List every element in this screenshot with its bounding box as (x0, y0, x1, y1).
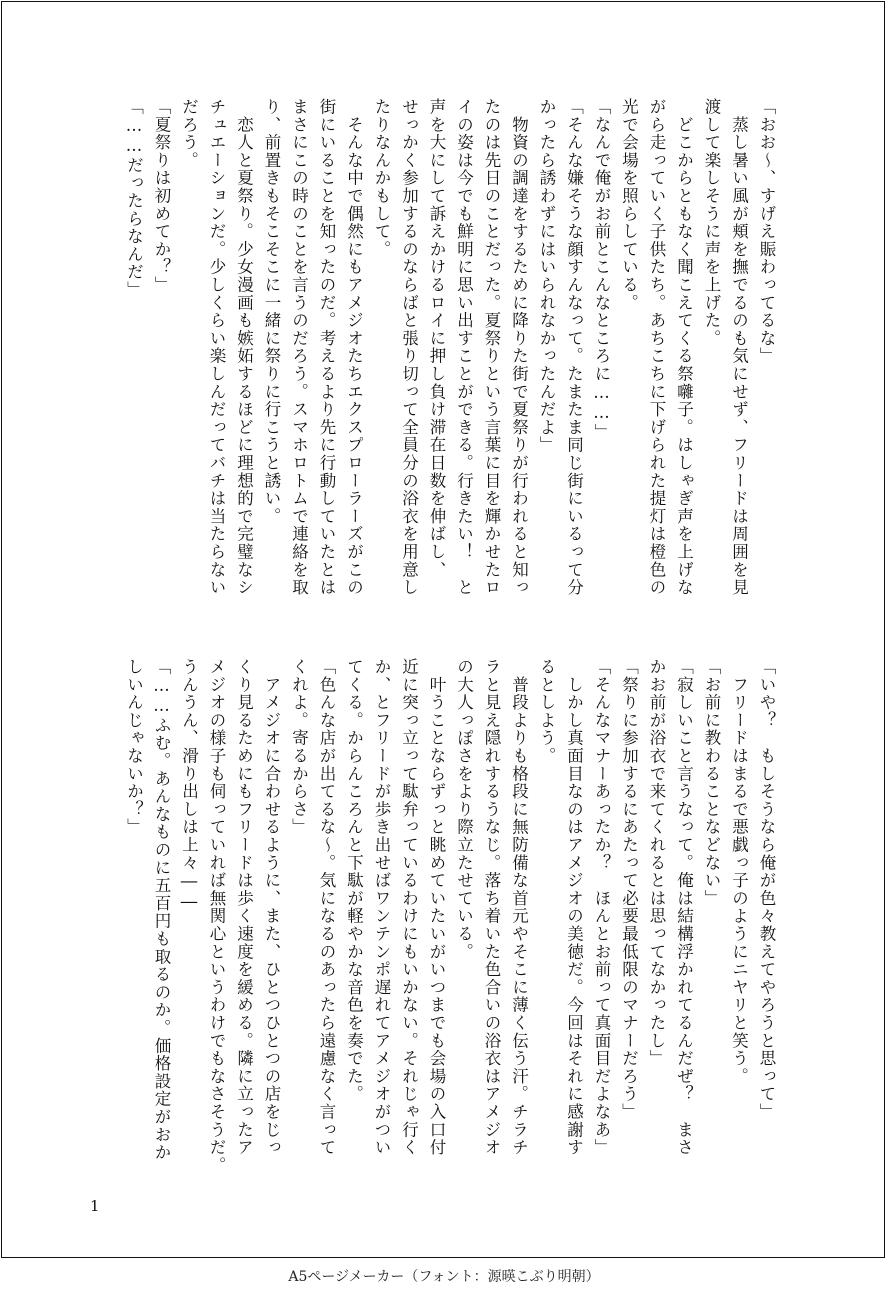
text-block-top (120, 98, 780, 618)
text-line: 「色んな店が出てるな〜。気になるのあったら遠慮なく言って (317, 658, 336, 1157)
page-number: 1 (90, 1197, 100, 1215)
text-line: 近に突っ立って駄弁っているわけにもいかない。それじゃ行く (399, 658, 419, 1157)
text-line: 「いや？ もしそうなら俺が色々教えてやろうと思って」 (757, 658, 776, 1121)
text-line: 「おお〜、すげえ賑わってるな」 (757, 98, 776, 365)
text-block-bottom (120, 658, 780, 1178)
text-line: 「なんで俺がお前とこんなところに……」 (592, 98, 611, 442)
text-line: うんうん、滑り出しは上々―― (179, 658, 199, 913)
text-line: たりなんかもして。 (372, 98, 391, 259)
text-line: アメジオに合わせるように、また、ひとつひとつの店をじっ (262, 658, 281, 1157)
text-line: 普段よりも格段に無防備な首元やそこに薄く伝う汗。チラチ (509, 658, 529, 1157)
text-line: 渡して楽しそうに声を上げた。 (702, 98, 721, 348)
text-line: フリードはまるで悪戯っ子のようにニヤリと笑う。 (729, 658, 749, 1086)
text-line: 恋人と夏祭り。少女漫画も嫉妬するほどに理想的で完璧なシ (234, 98, 254, 597)
text-line: まさにこの時のことを言うのだろう。スマホロトムで連絡を取 (289, 98, 309, 597)
text-line: ラと見え隠れするうなじ。落ち着いた色合いの浴衣はアメジオ (482, 658, 501, 1157)
text-line: しかし真面目なのはアメジオの美徳だ。今回はそれに感謝す (564, 658, 584, 1157)
text-line: 「お前に教わることなどない」 (702, 658, 721, 908)
manuscript-page (1, 1, 885, 1258)
text-line: がら走っていく子供たち。あちこちに下げられた提灯は橙色の (647, 98, 666, 597)
text-line: そんな中で偶然にもアメジオたちエクスプローラーズがこの (344, 98, 364, 597)
text-line: 叶うことならずっと眺めていたいがいつまでも会場の入口付 (427, 658, 446, 1157)
text-line: 物資の調達をするために降りた街で夏祭りが行われると知っ (509, 98, 529, 597)
text-line: てくる。からんころんと下駄が軽やかな音色を奏でた。 (344, 658, 364, 1103)
text-line: しいんじゃないか？」 (124, 658, 144, 836)
text-line: たのは先日のことだった。夏祭りという言葉に目を輝かせたロ (482, 98, 501, 597)
text-line: 「そんなマナーあったか？ ほんとお前って真面目だよなあ」 (592, 658, 611, 1157)
text-line: 「……だったらなんだ」 (124, 98, 144, 299)
text-line: メジオの様子も伺っていれば無関心というわけでもなさそうだ。 (207, 658, 226, 1175)
text-line: 「祭りに参加するにあたって必要最低限のマナーだろう」 (619, 658, 639, 1121)
text-line: 「……ふむ。あんなものに五百円も取るのか。価格設定がおか (152, 658, 171, 1162)
text-line: かったら誘わずにはいられなかったんだよ」 (537, 98, 556, 454)
text-line: イの姿は今でも鮮明に思い出すことができる。行きたい！ と (454, 98, 474, 597)
text-line: くり見るためにもフリードは歩く速度を緩める。隣に立ったア (234, 658, 254, 1157)
text-line: 光で会場を照らしている。 (619, 98, 639, 312)
text-line: 街にいることを知ったのだ。考えるより先に行動していたとは (317, 98, 336, 597)
text-line: くれよ。寄るからさ」 (289, 658, 309, 836)
text-line: 「寂しいこと言うなって。俺は結構浮かれてるんだぜ？ まさ (674, 658, 694, 1157)
text-line: 声を大にして訴えかけるロイに押し負け滞在日数を伸ばし、 (427, 98, 446, 579)
text-line: どこからともなく聞こえてくる祭囃子。はしゃぎ声を上げな (674, 98, 694, 597)
text-line: 「夏祭りは初めてか？」 (152, 98, 171, 294)
text-line: り、前置きもそこそこに一緒に祭りに行こうと誘い。 (262, 98, 281, 526)
text-line: の大人っぽさをより際立たせている。 (454, 658, 474, 961)
text-line: せっかく参加するのならばと張り切って全員分の浴衣を用意し (399, 98, 419, 597)
text-line: るとしよう。 (537, 658, 556, 765)
footer-caption: A5ページメーカー（フォント：源暎こぶり明朝） (288, 1269, 600, 1285)
text-line: チュエーションだ。少しくらい楽しんだってバチは当たらない (207, 98, 226, 597)
text-line: だろう。 (179, 98, 199, 170)
text-line: 「そんな嫌そうな顔すんなって。たまたま同じ街にいるって分 (564, 98, 584, 597)
text-line: かお前が浴衣で来てくれるとは思ってなかったし」 (647, 658, 666, 1068)
text-line: か、とフリードが歩き出せばワンテンポ遅れてアメジオがつい (372, 658, 391, 1157)
text-line: 蒸し暑い風が頬を撫でるのも気にせず、フリードは周囲を見 (729, 98, 749, 597)
